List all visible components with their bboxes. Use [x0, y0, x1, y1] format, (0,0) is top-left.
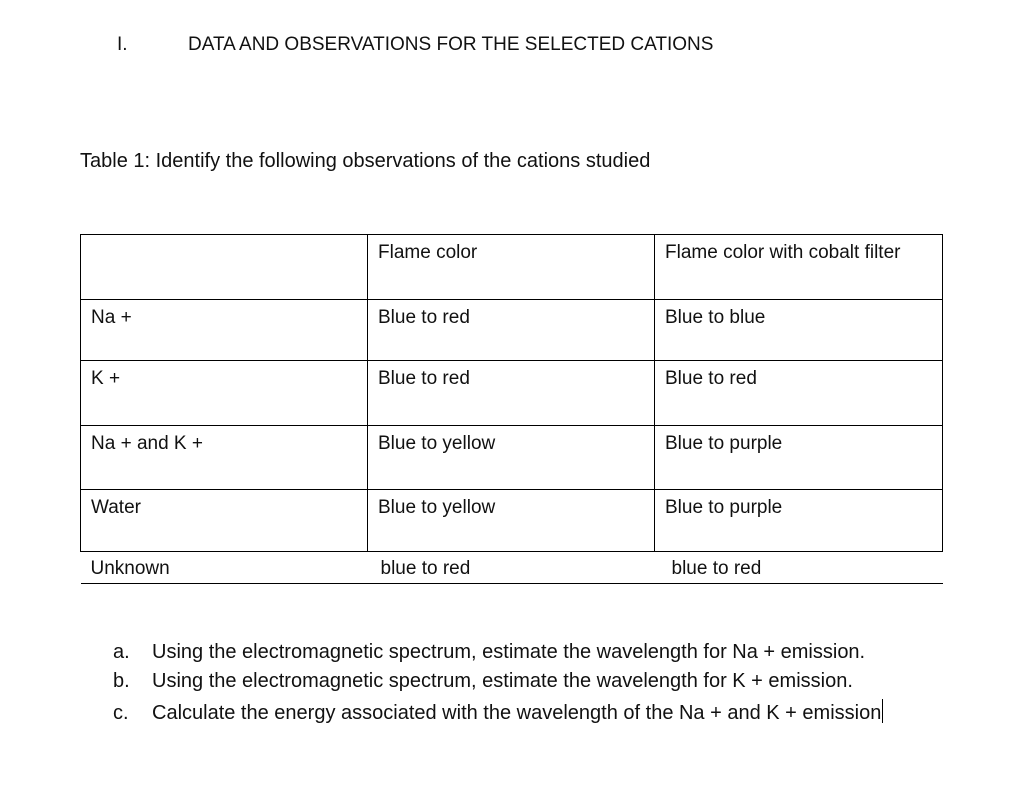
cation-cell[interactable]: K + — [81, 361, 368, 426]
cobalt-filter-cell[interactable]: Blue to red — [655, 361, 943, 426]
table-row — [81, 300, 943, 361]
cobalt-filter-cell[interactable]: Blue to purple — [655, 490, 943, 552]
flame-color-cell[interactable]: Blue to red — [368, 361, 655, 426]
cation-cell[interactable]: Na + and K + — [81, 426, 368, 490]
cation-cell[interactable]: Water — [81, 490, 368, 552]
header-cell-empty[interactable] — [81, 235, 368, 300]
table-caption: Table 1: Identify the following observations of the cations studied — [80, 150, 651, 172]
question-b[interactable] — [113, 670, 853, 693]
flame-color-cell[interactable]: Blue to red — [368, 300, 655, 361]
flame-color-cell[interactable]: blue to red — [368, 552, 655, 584]
flame-color-cell[interactable]: Blue to yellow — [368, 490, 655, 552]
observations-table — [80, 234, 943, 584]
question-text: Using the electromagnetic spectrum, estimate the wavelength for K + emission. — [152, 670, 853, 692]
text-cursor — [882, 699, 883, 723]
question-text: Using the electromagnetic spectrum, estimate the wavelength for Na + emission. — [152, 641, 866, 663]
cobalt-filter-cell[interactable]: blue to red — [655, 552, 943, 584]
question-label: a. — [113, 641, 130, 663]
table-row-unknown — [81, 552, 943, 584]
table-row — [81, 490, 943, 552]
question-a[interactable] — [113, 641, 865, 664]
header-cell-cobalt-filter[interactable]: Flame color with cobalt filter — [655, 235, 943, 300]
section-number: I. — [117, 34, 128, 55]
cobalt-filter-cell[interactable]: Blue to blue — [655, 300, 943, 361]
question-c[interactable] — [113, 699, 883, 725]
question-label: c. — [113, 702, 129, 724]
flame-color-cell[interactable]: Blue to yellow — [368, 426, 655, 490]
cation-cell[interactable]: Na + — [81, 300, 368, 361]
section-title: DATA AND OBSERVATIONS FOR THE SELECTED CATIONS — [188, 34, 714, 55]
question-text: Calculate the energy associated with the wavelength of the Na + and K + emission — [152, 702, 882, 724]
table-header-row — [81, 235, 943, 300]
cation-cell[interactable]: Unknown — [81, 552, 368, 584]
question-label: b. — [113, 670, 130, 692]
header-cell-flame-color[interactable]: Flame color — [368, 235, 655, 300]
table-row — [81, 426, 943, 490]
table-row — [81, 361, 943, 426]
cobalt-filter-cell[interactable]: Blue to purple — [655, 426, 943, 490]
